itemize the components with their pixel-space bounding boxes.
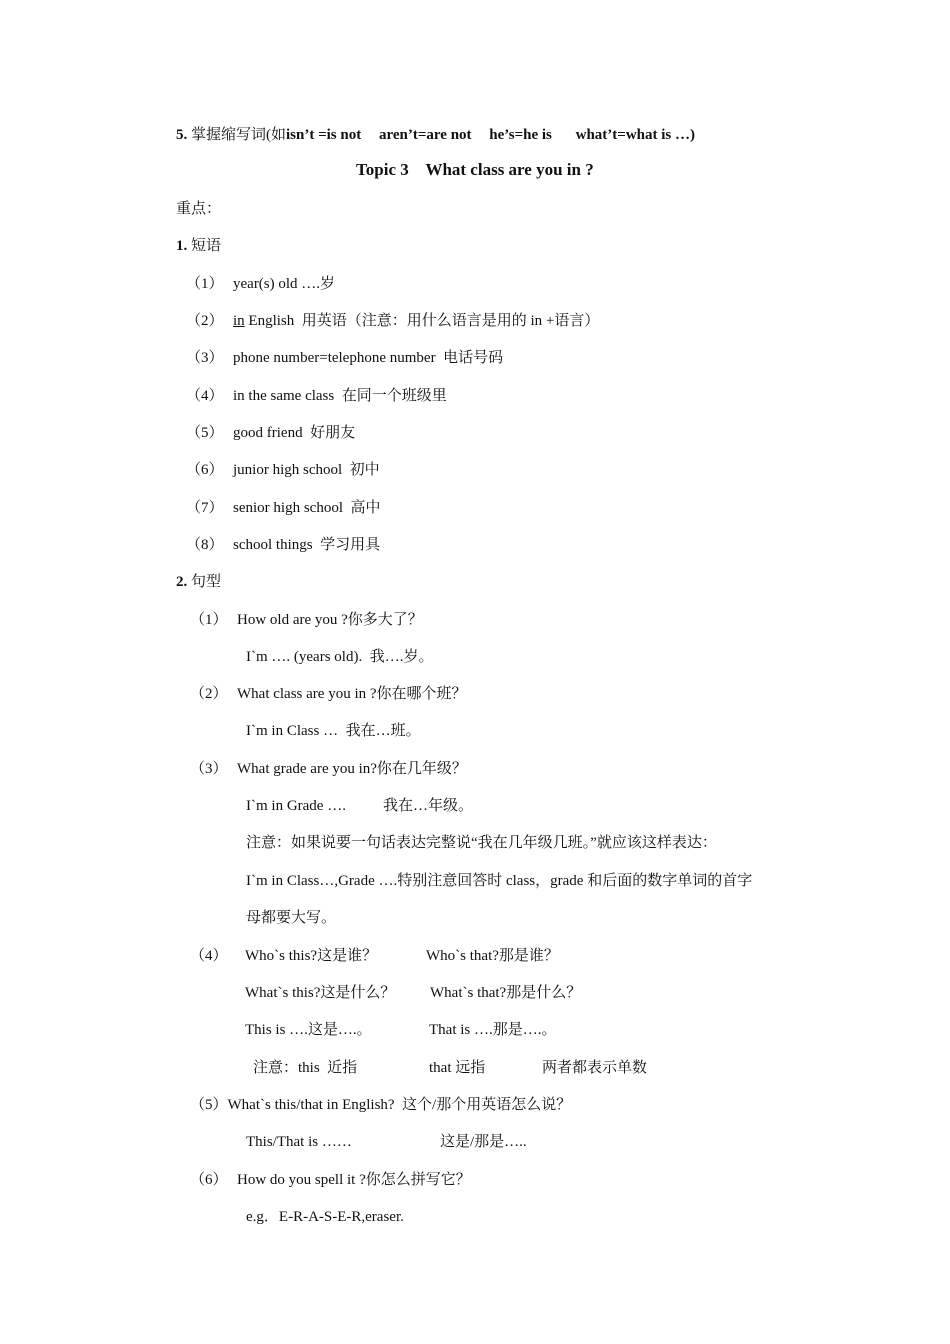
phrase-underlined-word: in (233, 313, 245, 329)
sentence-3-question (190, 759, 467, 779)
rule-5-label: 掌握缩写词(如 (191, 127, 286, 143)
phrase-number: （1） (186, 276, 224, 292)
phrase-number: （8） (186, 537, 224, 553)
sentence-number: （3） (190, 761, 228, 777)
sentence-number: （6） (190, 1172, 228, 1188)
abbr-whats: what’t=what is …) (575, 127, 696, 143)
sentence-4-what-that: What`s that?那是什么？ (430, 985, 582, 1001)
sentence-4-number: （4） (190, 948, 228, 964)
phrase-text: school things 学习用具 (233, 537, 381, 553)
phrase-number: （3） (186, 350, 224, 366)
sentence-3-note-2: I`m in Class…,Grade ….特别注意回答时 class，grade 和后面的数字单词的首字 (246, 873, 753, 889)
phrase-text: English 用英语（注意：用什么语言是用的 in +语言） (244, 313, 600, 329)
sentence-3-note-3: 母都要大写。 (246, 910, 337, 926)
topic-title: Topic 3 What class are you in ? (356, 160, 594, 179)
section-2-number: 2. (176, 574, 188, 590)
rule-5-number: 5. (176, 127, 188, 143)
phrase-item (186, 348, 503, 368)
phrase-text: in the same class 在同一个班级里 (233, 388, 447, 404)
sentence-4-who-this: Who`s this?这是谁？ (245, 948, 378, 964)
sentence-4-that-is: That is ….那是….。 (429, 1022, 557, 1038)
sentence-number: （2） (190, 686, 228, 702)
sentence-5-answer-zh: 这是/那是….. (440, 1134, 527, 1150)
phrase-item (186, 535, 380, 555)
sentence-2-answer: I`m in Class … 我在…班。 (246, 723, 421, 739)
abbr-hes: he’s=he is (489, 127, 552, 143)
rule-5-line (176, 125, 695, 145)
phrase-number: （5） (186, 425, 224, 441)
section-1-number: 1. (176, 238, 188, 254)
sentence-4-note-singular: 两者都表示单数 (542, 1060, 648, 1076)
abbr-isnt: isn’t =is not (286, 127, 362, 143)
sentence-5-question: （5）What`s this/that in English? 这个/那个用英语怎么说？ (190, 1097, 572, 1113)
phrase-item (186, 386, 447, 406)
sentence-4-this-is: This is ….这是….。 (245, 1022, 372, 1038)
phrase-text: senior high school 高中 (233, 500, 381, 516)
sentence-4-what-this: What`s this?这是什么？ (245, 985, 396, 1001)
phrase-text: phone number=telephone number 电话号码 (233, 350, 504, 366)
phrase-text: good friend 好朋友 (233, 425, 356, 441)
phrase-item (186, 460, 380, 480)
sentence-number: （1） (190, 612, 228, 628)
phrase-item (186, 311, 599, 331)
sentence-6-question (190, 1170, 471, 1190)
phrase-number: （2） (186, 313, 224, 329)
section-1-heading (176, 236, 221, 256)
sentence-3-answer-zh: 我在…年级。 (383, 798, 474, 814)
section-2-title: 句型 (191, 574, 222, 590)
phrase-text: junior high school 初中 (233, 462, 380, 478)
sentence-4-note-this: 注意：this 近指 (253, 1060, 358, 1076)
section-2-heading (176, 572, 221, 592)
sentence-2-question (190, 684, 467, 704)
sentence-1-question (190, 610, 423, 630)
section-1-title: 短语 (191, 238, 222, 254)
phrase-number: （4） (186, 388, 224, 404)
phrase-number: （6） (186, 462, 224, 478)
sentence-4-note-that: that 远指 (429, 1060, 486, 1076)
phrase-item (186, 498, 381, 518)
sentence-3-answer-en: I`m in Grade …. (246, 798, 346, 814)
phrase-item (186, 274, 335, 294)
sentence-text: How old are you ?你多大了？ (237, 612, 423, 628)
sentence-text: How do you spell it ?你怎么拼写它？ (237, 1172, 471, 1188)
abbr-arent: aren’t=are not (378, 127, 472, 143)
sentence-6-example: e.g．E-R-A-S-E-R,eraser. (246, 1209, 404, 1225)
phrase-text: year(s) old ….岁 (233, 276, 336, 292)
sentence-5-answer-en: This/That is …… (246, 1134, 352, 1150)
sentence-1-answer: I`m …. (years old). 我….岁。 (246, 649, 434, 665)
phrase-item (186, 423, 355, 443)
phrase-number: （7） (186, 500, 224, 516)
key-points-heading: 重点： (176, 201, 222, 217)
sentence-text: What grade are you in?你在几年级？ (237, 761, 467, 777)
sentence-4-who-that: Who`s that?那是谁？ (426, 948, 559, 964)
sentence-text: What class are you in ?你在哪个班？ (237, 686, 467, 702)
sentence-3-note-1: 注意：如果说要一句话表达完整说“我在几年级几班。”就应该这样表达： (246, 835, 717, 851)
